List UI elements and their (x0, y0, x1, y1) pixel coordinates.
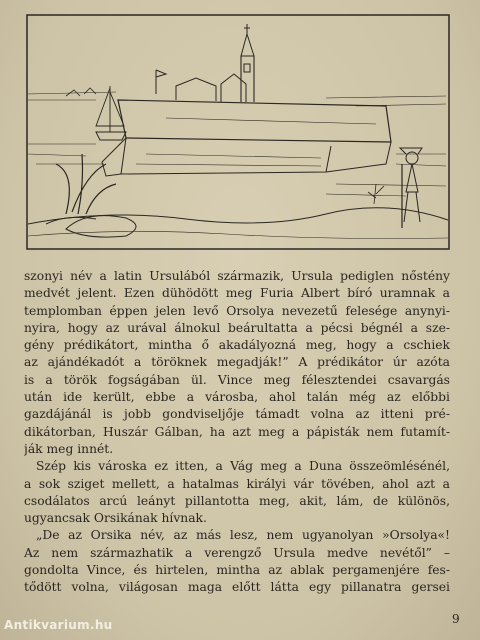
text-line: ják meg innét. (24, 441, 114, 456)
page-number: 9 (452, 612, 460, 626)
text-line: csodálatos arcú leányt pillantotta meg, akit, lám, de különös, (24, 493, 450, 508)
text-line: medvét jelent. Ezen dühödött meg Furia Albert bíró uramnak a (24, 286, 450, 301)
text-line: gondolta Vince, és hirtelen, mintha az ablak pergamenjére fes- (24, 563, 450, 578)
text-line: gazdájánál is jobb gondviseljője támadt volna az itteni pré- (24, 407, 450, 422)
text-line: Az nem származhatik a verengző Ursula medve nevétől” – (24, 545, 450, 560)
text-line: után ide került, ebbe a városba, ahol talán még az előbbi (24, 390, 450, 405)
text-line: szonyi név a latin Ursulából származik, Ursula pediglen nőstény (24, 269, 450, 283)
fortress-illustration (26, 14, 450, 250)
text-line: is a török fogságában ül. Vince meg félesztendei csavargás (24, 372, 450, 387)
watermark: Antikvarium.hu (4, 618, 113, 632)
text-line: gény prédikátort, mintha ő akadályozná meg, hogy a cschiek (24, 338, 450, 353)
text-line: templomban éppen jelen levő Orsolya nevezetű felesége anynyi- (24, 303, 450, 318)
text-line: tődött volna, világosan maga előtt látta egy pillanatra gersei (24, 580, 450, 595)
text-line: dikátorban, Huszár Gálban, ha azt meg a pápisták nem futamít- (24, 424, 450, 439)
body-text (24, 268, 450, 597)
text-line: „De az Orsika név, az más lesz, nem ugyanolyan »Orsolya«! (36, 528, 450, 543)
text-line: ugyancsak Orsikának hívnak. (24, 511, 207, 526)
text-line: a sok sziget mellett, a hatalmas királyi vár tövében, ahol azt a (24, 476, 450, 491)
text-line: nyira, hogy az urával álnokul beárultatta a pécsi bégnél a sze- (24, 320, 450, 335)
text-line: Szép kis városka ez itten, a Vág meg a Duna összeömlésénél, (36, 459, 450, 474)
text-line: az ajándékadót a töröknek megadják!” A prédikátor úr azóta (24, 355, 450, 370)
